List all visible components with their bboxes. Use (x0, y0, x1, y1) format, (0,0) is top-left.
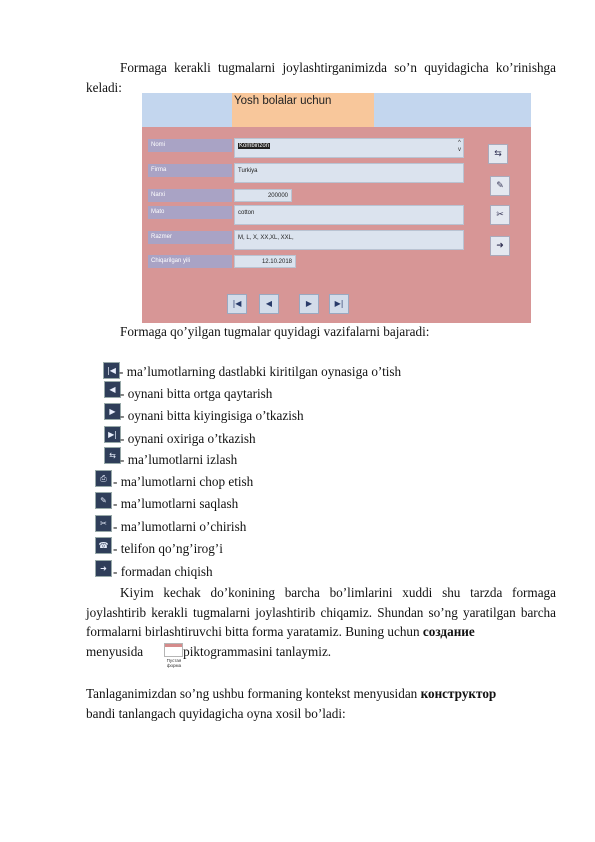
paragraph-2-text: Kiyim kechak do’konining barcha bo’limlarini xuddi shu tarzda formaga joylashtirib kerakli tugmalarni joylashtirib chiqamiz. Shundan so’ng yaratilgan barcha formalarni birlashtiruvchi bitta forma yaratamiz. Buning uchun (86, 585, 556, 639)
blank-form-icon (163, 643, 185, 669)
form-title: Yosh bolalar uchun (232, 93, 374, 127)
input-razmer[interactable]: M, L, X, XX,XL, XXL, (234, 230, 464, 250)
list-item-text: - formadan chiqish (113, 564, 213, 579)
paragraph-2-bold: создание (422, 624, 475, 639)
list-item-text: - telifon qo’ng’irog’i (113, 541, 223, 556)
next-record-icon: ▶ (305, 299, 313, 308)
search-icon: ⇆ (494, 149, 502, 159)
input-mato[interactable]: cotton (234, 205, 464, 225)
phone-icon: ☎ (95, 537, 112, 554)
delete-icon: ✂ (496, 210, 504, 220)
search-icon: ⇆ (104, 447, 121, 464)
exit-icon: ➜ (95, 560, 112, 577)
first-record-icon: |◀ (232, 299, 242, 308)
paragraph-2-tail: piktogrammasini tanlaymiz. (183, 643, 332, 659)
list-item-text: - oynani oxiriga o’tkazish (120, 431, 256, 446)
previous-record-icon: ◀ (104, 381, 121, 398)
exit-icon: ➜ (496, 241, 504, 251)
save-button[interactable] (490, 176, 510, 196)
label-chiqarilgan-yili: Chiqarilgan yili (148, 255, 232, 268)
label-nomi: Nomi (148, 139, 232, 152)
buttons-intro: Formaga qo’yilgan tugmalar quyidagi vazifalarni bajaradi: (120, 324, 430, 339)
paragraph-3-bold: конструктор (420, 686, 497, 701)
blank-form-caption: Пустая форма (166, 658, 182, 668)
print-icon: ⎙ (95, 470, 112, 487)
paragraph-3 (86, 684, 556, 723)
first-record-icon: |◀ (103, 362, 120, 379)
list-item-text: - ma’lumotlarning dastlabki kiritilgan oynasiga o’tish (119, 364, 402, 379)
label-firma: Firma (148, 164, 232, 177)
input-chiqarilgan-yili[interactable]: 12.10.2018 (234, 255, 296, 268)
list-item-text: - oynani bitta ortga qaytarish (120, 386, 273, 401)
save-icon: ✎ (95, 492, 112, 509)
delete-icon: ✂ (95, 515, 112, 532)
intro-text: Formaga kerakli tugmalarni joylashtirganimizda so’n quyidagicha ko’rinishga keladi: (86, 60, 556, 95)
next-record-button[interactable] (299, 294, 319, 314)
list-item-text: - ma’lumotlarni chop etish (113, 474, 254, 489)
chevron-down-icon[interactable]: v (458, 147, 461, 153)
list-item-text: - ma’lumotlarni izlash (120, 452, 238, 467)
last-record-button[interactable] (329, 294, 349, 314)
scroll-arrows[interactable] (458, 140, 461, 154)
blank-form-sheet (164, 643, 183, 657)
delete-button[interactable] (490, 205, 510, 225)
list-item-text: - ma’lumotlarni saqlash (113, 496, 239, 511)
intro-paragraph (86, 58, 556, 97)
paragraph-3-tail: bandi tanlangach quyidagicha oyna xosil bo’ladi: (86, 705, 346, 721)
list-item-text: - oynani bitta kiyingisiga o’tkazish (120, 408, 304, 423)
label-razmer: Razmer (148, 231, 232, 244)
next-record-icon: ▶ (104, 403, 121, 420)
exit-button[interactable] (490, 236, 510, 256)
input-firma[interactable]: Turkiya (234, 163, 464, 183)
search-button[interactable] (488, 144, 508, 164)
label-mato: Mato (148, 206, 232, 219)
previous-record-button[interactable] (259, 294, 279, 314)
save-icon: ✎ (496, 181, 504, 191)
paragraph-2-menu-text: menyusida (86, 643, 144, 659)
last-record-icon: ▶| (104, 426, 121, 443)
previous-record-icon: ◀ (265, 299, 273, 308)
paragraph-2 (86, 583, 556, 661)
input-nomi[interactable] (234, 138, 464, 158)
chevron-up-icon[interactable]: ^ (458, 140, 461, 146)
paragraph-3-text: Tanlaganimizdan so’ng ushbu formaning kontekst menyusidan (86, 686, 421, 701)
input-narxi[interactable]: 200000 (234, 189, 292, 202)
list-item-text: - ma’lumotlarni o’chirish (113, 519, 247, 534)
last-record-icon: ▶| (334, 299, 344, 308)
form-screenshot (142, 93, 531, 323)
input-nomi-value: Kombinzon (239, 143, 270, 149)
label-narxi: Narxi (148, 189, 232, 202)
first-record-button[interactable] (227, 294, 247, 314)
